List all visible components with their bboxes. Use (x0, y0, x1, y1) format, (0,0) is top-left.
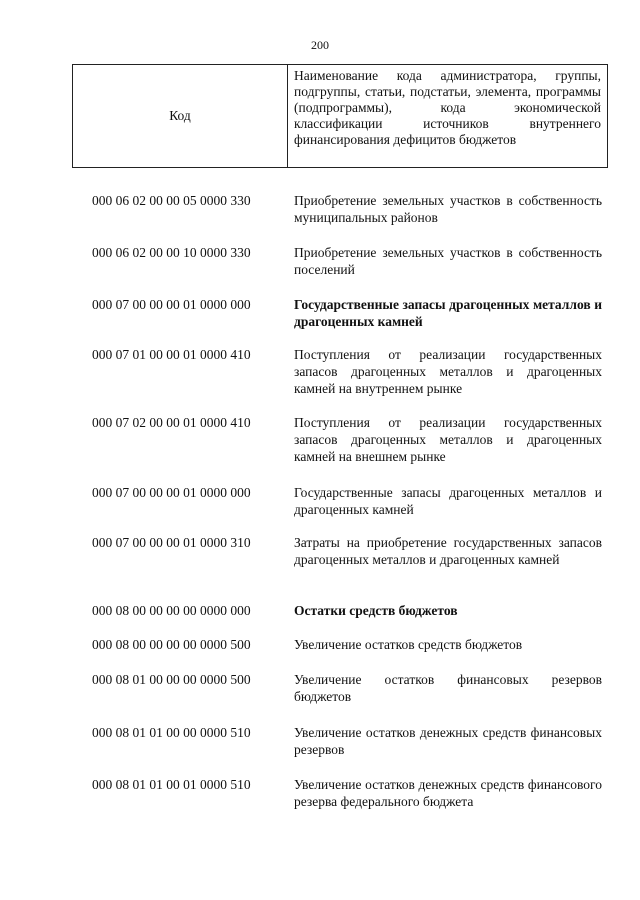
row-name: Приобретение земельных участков в собственность поселений (294, 245, 602, 277)
row-code: 000 08 01 00 00 00 0000 500 (92, 672, 251, 687)
row-name: Остатки средств бюджетов (294, 603, 458, 618)
row-code: 000 08 01 01 00 01 0000 510 (92, 777, 251, 792)
page-number: 200 (311, 38, 329, 52)
row-name: Увеличение остатков средств бюджетов (294, 637, 523, 652)
row-name: Увеличение остатков денежных средств финансовых резервов (294, 725, 602, 757)
row-code: 000 08 00 00 00 00 0000 000 (92, 603, 251, 618)
header-name-label: Наименование кода администратора, группы, подгруппы, статьи, подстатьи, элемента, программы (подпрограммы), кода экономической классификации источников внутреннего финансирования дефицитов бюджетов (294, 68, 601, 147)
row-name: Государственные запасы драгоценных металлов и драгоценных камней (294, 485, 602, 517)
row-code: 000 07 00 00 00 01 0000 310 (92, 535, 251, 550)
row-code: 000 08 00 00 00 00 0000 500 (92, 637, 251, 652)
row-name: Поступления от реализации государственных запасов драгоценных металлов и драгоценных камней на внешнем рынке (294, 415, 602, 464)
row-name: Государственные запасы драгоценных металлов и драгоценных камней (294, 297, 602, 329)
row-code: 000 07 02 00 00 01 0000 410 (92, 415, 251, 430)
row-name: Затраты на приобретение государственных запасов драгоценных металлов и драгоценных камней (294, 535, 602, 567)
header-code-label: Код (73, 65, 288, 167)
row-code: 000 06 02 00 00 10 0000 330 (92, 245, 251, 260)
table-header (72, 64, 608, 168)
row-code: 000 08 01 01 00 00 0000 510 (92, 725, 251, 740)
row-code: 000 07 00 00 00 01 0000 000 (92, 297, 251, 312)
row-name: Приобретение земельных участков в собственность муниципальных районов (294, 193, 602, 225)
row-code: 000 06 02 00 00 05 0000 330 (92, 193, 251, 208)
row-code: 000 07 01 00 00 01 0000 410 (92, 347, 251, 362)
row-name: Увеличение остатков денежных средств финансового резерва федерального бюджета (294, 777, 602, 809)
row-code: 000 07 00 00 00 01 0000 000 (92, 485, 251, 500)
row-name: Увеличение остатков финансовых резервов бюджетов (294, 672, 602, 704)
row-name: Поступления от реализации государственных запасов драгоценных металлов и драгоценных камней на внутреннем рынке (294, 347, 602, 396)
